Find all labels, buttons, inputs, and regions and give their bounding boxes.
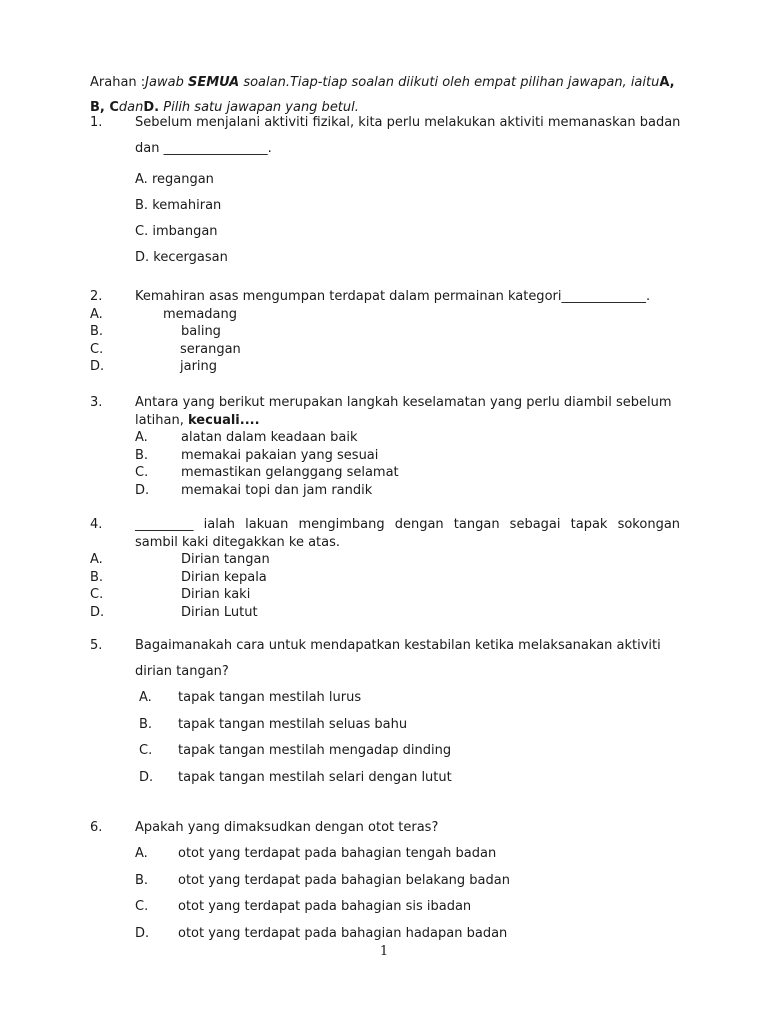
question-text-bold: kecuali....	[188, 412, 260, 428]
question-number: 4.	[90, 517, 103, 532]
option-b[interactable]	[90, 569, 267, 587]
question-text-part: latihan,	[135, 412, 188, 428]
instructions-bold-d: D.	[143, 100, 160, 115]
option-letter: C.	[135, 224, 149, 239]
option-a[interactable]	[90, 306, 238, 324]
option-text: otot yang terdapat pada bahagian tengah badan	[178, 846, 497, 861]
option-letter: A.	[135, 430, 148, 445]
instructions-bold-a: A,	[659, 75, 675, 90]
question-text-line2: sambil kaki ditegakkan ke atas.	[135, 534, 341, 550]
option-letter: C.	[90, 341, 104, 357]
option-letter: A.	[90, 306, 103, 322]
option-d[interactable]	[90, 358, 218, 376]
question-text: Kemahiran asas mengumpan terdapat dalam permainan kategori_____________.	[135, 289, 651, 304]
question-5	[90, 637, 705, 790]
option-letter: B.	[135, 872, 149, 888]
option-text: otot yang terdapat pada bahagian sis ibadan	[178, 899, 472, 914]
option-text: Dirian tangan	[181, 552, 270, 567]
option-text: jaring	[180, 359, 218, 374]
option-text: tapak tangan mestilah seluas bahu	[178, 716, 408, 732]
option-c[interactable]	[135, 898, 472, 915]
option-text: imbangan	[152, 224, 218, 239]
option-c[interactable]	[90, 586, 251, 604]
option-letter: C.	[90, 587, 104, 602]
instructions-part1: Jawab	[145, 75, 188, 90]
instructions-part3: dan	[118, 100, 144, 115]
option-letter: D.	[90, 604, 105, 620]
option-b[interactable]	[135, 872, 510, 889]
question-text-line2: dan ________________.	[135, 141, 272, 156]
option-letter: B.	[90, 324, 104, 339]
option-c[interactable]	[135, 219, 228, 245]
option-a[interactable]	[135, 167, 228, 193]
option-letter: D.	[135, 925, 150, 941]
option-letter: B.	[90, 569, 104, 585]
question-number: 6.	[90, 820, 103, 835]
option-d[interactable]	[135, 245, 228, 271]
question-number: 3.	[90, 395, 103, 410]
question-2	[90, 288, 705, 376]
question-text: Apakah yang dimaksudkan dengan otot teras?	[135, 820, 439, 835]
option-text: kemahiran	[152, 198, 222, 213]
option-letter: C.	[139, 743, 153, 758]
option-letter: A.	[135, 172, 148, 187]
instructions-part2: soalan.Tiap-tiap soalan diikuti oleh empat pilihan jawapan, iaitu	[239, 75, 660, 90]
option-text: Dirian Lutut	[181, 604, 258, 620]
option-letter: B.	[139, 716, 153, 732]
option-a[interactable]	[90, 551, 270, 569]
option-text: memakai topi dan jam randik	[181, 482, 373, 498]
instructions	[90, 70, 710, 120]
option-b[interactable]	[139, 716, 408, 733]
option-text: otot yang terdapat pada bahagian hadapan badan	[178, 925, 508, 941]
question-text: Antara yang berikut merupakan langkah keselamatan yang perlu diambil sebelum	[135, 395, 672, 410]
option-letter: D.	[90, 359, 105, 374]
question-text: Bagaimanakah cara untuk mendapatkan kestabilan ketika melaksanakan aktiviti	[135, 638, 661, 653]
option-letter: A.	[135, 846, 148, 861]
option-a[interactable]	[139, 689, 362, 706]
option-letter: A.	[90, 552, 103, 567]
option-a[interactable]	[135, 429, 358, 447]
option-letter: B.	[135, 198, 149, 213]
option-letter: A.	[139, 690, 152, 705]
option-d[interactable]	[135, 925, 508, 942]
option-b[interactable]	[135, 193, 228, 219]
option-d[interactable]	[139, 769, 452, 786]
option-text: alatan dalam keadaan baik	[181, 430, 358, 445]
page-number: 1	[379, 944, 389, 959]
instructions-part4: Pilih satu jawapan yang betul.	[159, 100, 359, 115]
option-letter: C.	[135, 465, 149, 480]
option-text: memakai pakaian yang sesuai	[181, 447, 379, 463]
option-text: Dirian kaki	[181, 587, 251, 602]
option-text: Dirian kepala	[181, 569, 267, 585]
option-text: tapak tangan mestilah selari dengan lutut	[178, 769, 452, 785]
option-text: memastikan gelanggang selamat	[181, 465, 399, 480]
question-6	[90, 819, 705, 946]
question-number: 5.	[90, 638, 103, 653]
question-text-line2: dirian tangan?	[135, 664, 229, 679]
question-number: 1.	[90, 115, 103, 130]
option-c[interactable]	[139, 742, 452, 759]
option-text: baling	[181, 324, 221, 339]
option-text: otot yang terdapat pada bahagian belakang badan	[178, 872, 510, 888]
option-d[interactable]	[90, 604, 258, 622]
option-text: regangan	[151, 172, 214, 187]
option-text: kecergasan	[153, 250, 228, 265]
option-b[interactable]	[135, 447, 379, 465]
question-number: 2.	[90, 289, 103, 304]
option-c[interactable]	[135, 464, 399, 482]
question-4	[90, 516, 705, 621]
option-d[interactable]	[135, 482, 373, 500]
option-letter: D.	[139, 769, 154, 785]
question-text: Sebelum menjalani aktiviti fizikal, kita perlu melakukan aktiviti memanaskan badan	[135, 115, 681, 130]
instructions-bold-bc: B, C	[90, 100, 119, 115]
question-text: _________ ialah lakuan mengimbang dengan tangan sebagai tapak sokongan	[135, 517, 681, 532]
instructions-bold-semua: SEMUA	[187, 75, 240, 90]
option-letter: D.	[135, 482, 150, 498]
option-a[interactable]	[135, 845, 497, 862]
question-text-line2	[135, 412, 705, 430]
option-b[interactable]	[90, 323, 221, 341]
option-letter: D.	[135, 250, 150, 265]
option-letter: B.	[135, 447, 149, 463]
option-text: memadang	[163, 306, 238, 322]
option-c[interactable]	[90, 341, 241, 359]
option-text: serangan	[180, 341, 241, 357]
question-3	[90, 394, 705, 499]
option-text: tapak tangan mestilah lurus	[178, 690, 362, 705]
option-text: tapak tangan mestilah mengadap dinding	[178, 743, 452, 758]
instructions-prefix: Arahan :	[90, 75, 146, 90]
question-1	[90, 114, 705, 265]
option-letter: C.	[135, 899, 149, 914]
